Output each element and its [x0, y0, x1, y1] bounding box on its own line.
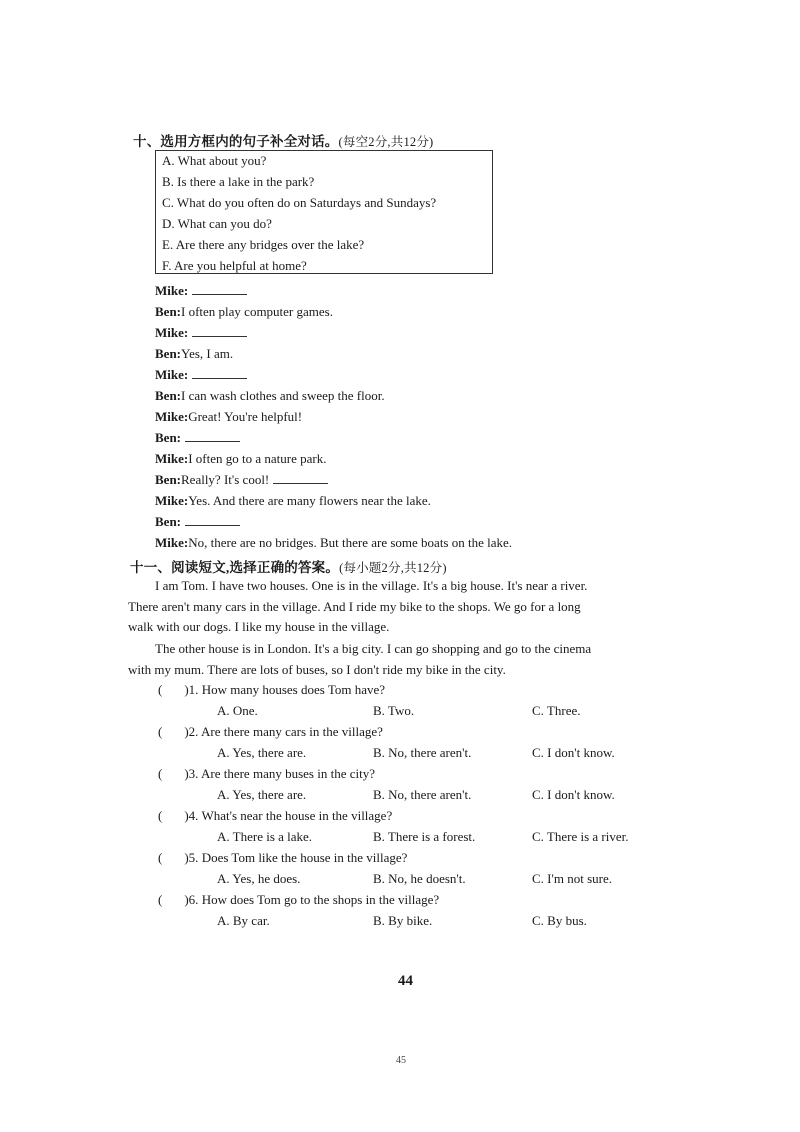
section-11-heading: 十一、阅读短文,选择正确的答案。	[130, 560, 340, 575]
question-2	[158, 724, 383, 740]
speaker-label: Ben:	[155, 430, 181, 445]
answer-paren[interactable]: (	[158, 808, 163, 823]
answer-blank[interactable]	[273, 473, 328, 484]
choice-a[interactable]: A. Yes, there are.	[217, 787, 307, 802]
answer-blank[interactable]	[185, 515, 240, 526]
passage-line: with my mum. There are lots of buses, so I don't ride my bike in the city.	[128, 662, 506, 677]
question-text: Are there many buses in the city?	[200, 766, 375, 781]
answer-blank[interactable]	[192, 284, 247, 295]
speaker-label: Ben:	[155, 346, 181, 361]
question-number: )4.	[184, 808, 199, 823]
choice-b[interactable]: B. Two.	[373, 703, 415, 718]
passage-line: There aren't many cars in the village. And I ride my bike to the shops. We go for a long	[128, 599, 581, 614]
section-11-note: (每小题2分,共12分)	[339, 561, 447, 575]
dialogue-line	[155, 388, 385, 404]
dialogue-line	[155, 283, 247, 299]
question-text: How does Tom go to the shops in the village?	[201, 892, 440, 907]
speaker-label: Ben:	[155, 388, 181, 403]
question-5	[158, 850, 407, 866]
option-b: B. Is there a lake in the park?	[162, 174, 315, 189]
answer-paren[interactable]: (	[158, 850, 163, 865]
dialogue-line	[155, 304, 333, 320]
footer-page-number: 45	[396, 1055, 406, 1066]
dialogue-line	[155, 535, 512, 551]
question-number: )2.	[184, 724, 199, 739]
answer-blank[interactable]	[185, 431, 240, 442]
section-10-note: (每空2分,共12分)	[338, 135, 434, 149]
choice-c[interactable]: C. I don't know.	[532, 745, 615, 760]
page-number: 44	[398, 973, 413, 989]
dialogue-text: Yes, I am.	[181, 346, 234, 361]
dialogue-line	[155, 325, 247, 341]
passage-line: I am Tom. I have two houses. One is in the village. It's a big house. It's near a river.	[155, 578, 588, 593]
choice-b[interactable]: B. There is a forest.	[373, 829, 476, 844]
option-a: A. What about you?	[162, 153, 267, 168]
choice-b[interactable]: B. No, there aren't.	[373, 745, 472, 760]
speaker-label: Ben:	[155, 304, 181, 319]
answer-paren[interactable]: (	[158, 724, 163, 739]
speaker-label: Mike:	[155, 409, 189, 424]
dialogue-line	[155, 346, 233, 362]
speaker-label: Mike:	[155, 283, 189, 298]
speaker-label: Ben:	[155, 472, 181, 487]
speaker-label: Ben:	[155, 514, 181, 529]
question-text: Does Tom like the house in the village?	[201, 850, 408, 865]
option-e: E. Are there any bridges over the lake?	[162, 237, 365, 252]
choice-a[interactable]: A. One.	[217, 703, 258, 718]
choice-c[interactable]: C. Three.	[532, 703, 581, 718]
question-number: )3.	[184, 766, 199, 781]
answer-paren[interactable]: (	[158, 682, 163, 697]
speaker-label: Mike:	[155, 451, 189, 466]
answer-paren[interactable]: (	[158, 892, 163, 907]
choice-c[interactable]: C. I don't know.	[532, 787, 615, 802]
section-11-title	[130, 556, 447, 576]
dialogue-text: Really? It's cool!	[181, 472, 270, 487]
answer-blank[interactable]	[192, 368, 247, 379]
choice-a[interactable]: A. Yes, he does.	[217, 871, 301, 886]
speaker-label: Mike:	[155, 367, 189, 382]
choice-c[interactable]: C. There is a river.	[532, 829, 629, 844]
speaker-label: Mike:	[155, 535, 189, 550]
choice-b[interactable]: B. No, there aren't.	[373, 787, 472, 802]
choice-b[interactable]: B. By bike.	[373, 913, 433, 928]
question-text: What's near the house in the village?	[201, 808, 393, 823]
dialogue-line	[155, 451, 326, 467]
question-number: )1.	[184, 682, 199, 697]
choice-a[interactable]: A. By car.	[217, 913, 270, 928]
question-text: How many houses does Tom have?	[201, 682, 386, 697]
section-10-heading: 十、选用方框内的句子补全对话。	[133, 134, 339, 149]
option-f: F. Are you helpful at home?	[162, 258, 307, 273]
dialogue-line	[155, 409, 302, 425]
passage-line: walk with our dogs. I like my house in the village.	[128, 619, 390, 634]
dialogue-text: I often play computer games.	[181, 304, 333, 319]
question-number: )5.	[184, 850, 199, 865]
answer-blank[interactable]	[192, 326, 247, 337]
question-number: )6.	[184, 892, 199, 907]
dialogue-text: Great! You're helpful!	[188, 409, 303, 424]
dialogue-text: I often go to a nature park.	[188, 451, 327, 466]
option-d: D. What can you do?	[162, 216, 272, 231]
question-4	[158, 808, 392, 824]
section-10-title	[133, 130, 433, 150]
option-c: C. What do you often do on Saturdays and Sundays?	[162, 195, 437, 210]
dialogue-line	[155, 514, 240, 530]
dialogue-line	[155, 493, 431, 509]
passage-line: The other house is in London. It's a big city. I can go shopping and go to the cinema	[155, 641, 592, 656]
speaker-label: Mike:	[155, 493, 189, 508]
choice-a[interactable]: A. There is a lake.	[217, 829, 313, 844]
question-1	[158, 682, 385, 698]
question-3	[158, 766, 375, 782]
dialogue-line	[155, 430, 240, 446]
speaker-label: Mike:	[155, 325, 189, 340]
dialogue-text: I can wash clothes and sweep the floor.	[181, 388, 385, 403]
choice-b[interactable]: B. No, he doesn't.	[373, 871, 466, 886]
answer-paren[interactable]: (	[158, 766, 163, 781]
question-6	[158, 892, 439, 908]
dialogue-line	[155, 472, 328, 488]
choice-a[interactable]: A. Yes, there are.	[217, 745, 307, 760]
dialogue-text: Yes. And there are many flowers near the lake.	[188, 493, 431, 508]
choice-c[interactable]: C. I'm not sure.	[532, 871, 612, 886]
dialogue-line	[155, 367, 247, 383]
question-text: Are there many cars in the village?	[200, 724, 383, 739]
choice-c[interactable]: C. By bus.	[532, 913, 587, 928]
dialogue-text: No, there are no bridges. But there are some boats on the lake.	[188, 535, 513, 550]
